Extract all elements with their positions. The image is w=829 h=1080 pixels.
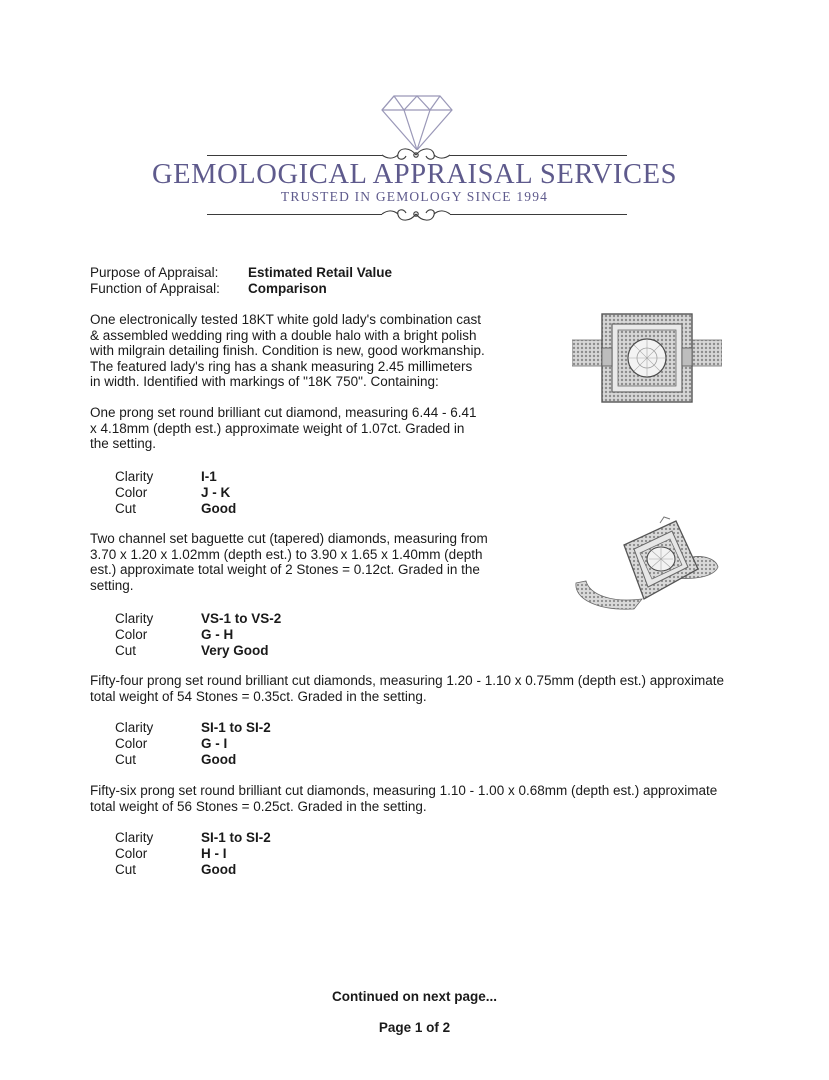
item-description <box>90 312 485 390</box>
color-row <box>115 846 271 862</box>
text-line: the setting. <box>90 436 157 451</box>
text-line: est.) approximate total weight of 2 Stones = 0.12ct. Graded in the <box>90 562 480 577</box>
text-line: setting. <box>90 577 134 593</box>
purpose-value: Estimated Retail Value <box>248 265 393 280</box>
clarity-row <box>115 611 281 627</box>
cut-value: Very Good <box>201 643 269 658</box>
color-value: J - K <box>201 485 231 500</box>
color-label: Color <box>115 846 148 861</box>
stone-description <box>90 405 476 452</box>
clarity-value: SI-1 to SI-2 <box>201 720 271 735</box>
text-line: One electronically tested 18KT white gold lady's combination cast <box>90 312 482 327</box>
color-value: G - I <box>201 736 228 751</box>
stone-description <box>90 783 717 814</box>
diamond-logo-icon <box>380 92 454 152</box>
cut-label: Cut <box>115 643 137 658</box>
stone-grades <box>115 830 271 878</box>
text-line: total weight of 54 Stones = 0.35ct. Graded in the setting. <box>90 688 427 704</box>
color-label: Color <box>115 485 148 500</box>
cut-value: Good <box>201 752 237 767</box>
text-line: 3.70 x 1.20 x 1.02mm (depth est.) to 3.90 x 1.65 x 1.40mm (depth <box>90 546 483 562</box>
cut-label: Cut <box>115 862 137 877</box>
page-number: Page 1 of 2 <box>378 1020 451 1035</box>
clarity-label: Clarity <box>115 611 154 626</box>
clarity-row <box>115 469 236 485</box>
text-line: Fifty-four prong set round brilliant cut diamonds, measuring 1.20 - 1.10 x 0.75mm (depth est.) approximate <box>90 673 725 688</box>
ring-photo-angled-view <box>572 515 722 615</box>
color-row <box>115 736 271 752</box>
clarity-label: Clarity <box>115 720 154 735</box>
clarity-row <box>115 720 271 736</box>
stone-grades <box>115 611 281 659</box>
stone-description <box>90 673 724 704</box>
cut-label: Cut <box>115 752 137 767</box>
ring-photo-top-view <box>572 310 722 405</box>
company-name: GEMOLOGICAL APPRAISAL SERVICES <box>151 159 678 190</box>
color-row <box>115 627 281 643</box>
cut-row <box>115 862 271 878</box>
color-label: Color <box>115 736 148 751</box>
cut-row <box>115 501 236 517</box>
cut-label: Cut <box>115 501 137 516</box>
function-value: Comparison <box>248 281 327 296</box>
text-line: in width. Identified with markings of "18K 750". Containing: <box>90 374 439 389</box>
color-label: Color <box>115 627 148 642</box>
function-label: Function of Appraisal: <box>90 281 220 296</box>
stone-grades <box>115 469 236 517</box>
cut-row <box>115 643 281 659</box>
cut-value: Good <box>201 501 237 516</box>
text-line: & assembled wedding ring with a double halo with a bright polish <box>90 327 477 343</box>
clarity-value: SI-1 to SI-2 <box>201 830 271 845</box>
text-line: One prong set round brilliant cut diamond, measuring 6.44 - 6.41 <box>90 405 477 420</box>
text-line: total weight of 56 Stones = 0.25ct. Graded in the setting. <box>90 798 427 814</box>
purpose-label: Purpose of Appraisal: <box>90 265 219 280</box>
text-line: with milgrain detailing finish. Condition is new, good workmanship. <box>90 343 485 358</box>
letterhead <box>0 0 829 240</box>
color-row <box>115 485 236 501</box>
clarity-value: I-1 <box>201 469 217 484</box>
function-row <box>90 281 392 297</box>
purpose-row <box>90 265 392 281</box>
cut-row <box>115 752 271 768</box>
text-line: Fifty-six prong set round brilliant cut diamonds, measuring 1.10 - 1.00 x 0.68mm (depth est.) approximate <box>90 783 718 798</box>
color-value: G - H <box>201 627 234 642</box>
text-line: x 4.18mm (depth est.) approximate weight of 1.07ct. Graded in <box>90 420 465 436</box>
clarity-label: Clarity <box>115 469 154 484</box>
continued-note: Continued on next page... <box>332 989 497 1004</box>
flourish-bottom-icon <box>376 203 456 225</box>
purpose-block <box>90 265 392 297</box>
text-line: Two channel set baguette cut (tapered) diamonds, measuring from <box>90 531 488 546</box>
stone-grades <box>115 720 271 768</box>
stone-description <box>90 531 488 593</box>
color-value: H - I <box>201 846 227 861</box>
company-tagline: TRUSTED IN GEMOLOGY SINCE 1994 <box>280 189 549 204</box>
cut-value: Good <box>201 862 237 877</box>
clarity-label: Clarity <box>115 830 154 845</box>
text-line: The featured lady's ring has a shank measuring 2.45 millimeters <box>90 358 473 374</box>
clarity-value: VS-1 to VS-2 <box>201 611 282 626</box>
clarity-row <box>115 830 271 846</box>
